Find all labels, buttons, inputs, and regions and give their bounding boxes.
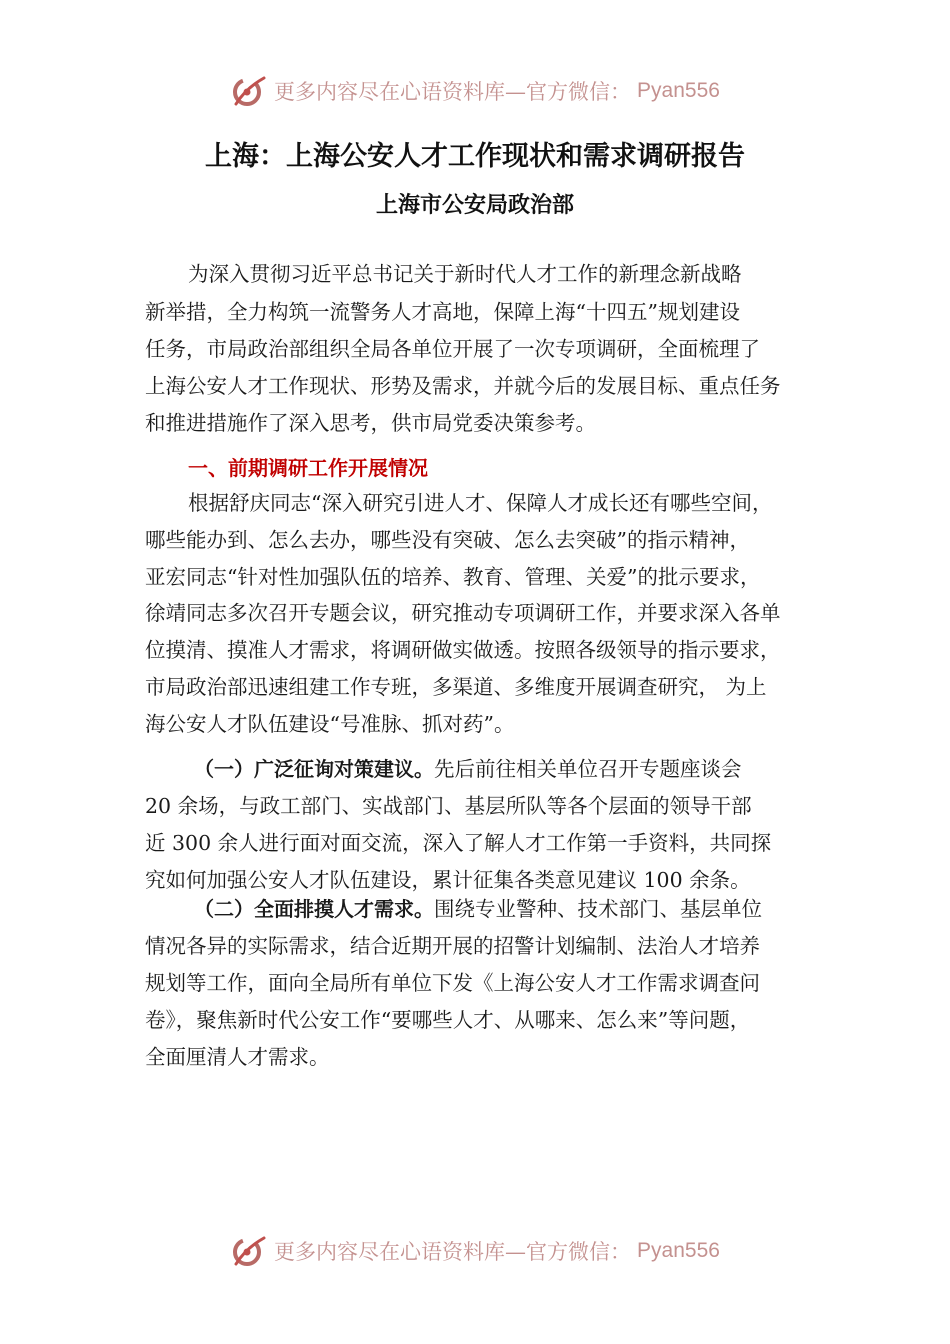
item-first-line (194, 755, 742, 783)
intro-line: 和推进措施作了深入思考，供市局党委决策参考。 (145, 411, 596, 435)
section-line: 亚宏同志“针对性加强队伍的培养、教育、管理、关爱”的批示要求， (145, 565, 761, 589)
banner-text: 更多内容尽在心语资料库—官方微信： (274, 1240, 632, 1264)
section-line: 位摸清、摸准人才需求，将调研做实做透。按照各级领导的指示要求， (145, 638, 781, 662)
section-line: 市局政治部迅速组建工作专班，多渠道、多维度开展调查研究， 为上 (145, 675, 767, 699)
document-title: 上海：上海公安人才工作现状和需求调研报告 (205, 141, 745, 172)
item-lead: （一）广泛征询对策建议。 (194, 757, 434, 781)
item-line: 情况各异的实际需求，结合近期开展的招警计划编制、法治人才培养 (145, 934, 760, 958)
section-line: 徐靖同志多次召开专题会议，研究推动专项调研工作，并要求深入各单 (145, 601, 781, 625)
ink-brush-logo-icon (230, 74, 268, 108)
intro-line: 新举措，全力构筑一流警务人才高地，保障上海“十四五”规划建设 (145, 300, 740, 324)
section-line: 海公安人才队伍建设“号准脉、抓对药”。 (145, 712, 515, 736)
banner-wechat-id: Pyan556 (637, 1239, 720, 1262)
item-text: 先后前往相关单位召开专题座谈会 (434, 757, 742, 781)
item-line: 卷》，聚焦新时代公安工作“要哪些人才、从哪来、怎么来”等问题， (145, 1008, 751, 1032)
intro-line: 上海公安人才工作现状、形势及需求，并就今后的发展目标、重点任务 (145, 374, 781, 398)
ink-brush-logo-icon (230, 1234, 268, 1268)
item-text: 围绕专业警种、技术部门、基层单位 (434, 897, 762, 921)
header-watermark-banner (0, 74, 950, 108)
section-heading: 一、前期调研工作开展情况 (188, 456, 428, 480)
item-line: 20 余场，与政工部门、实战部门、基层所队等各个层面的领导干部 (145, 794, 752, 818)
section-line: 根据舒庆同志“深入研究引进人才、保障人才成长还有哪些空间， (188, 491, 773, 515)
intro-line: 为深入贯彻习近平总书记关于新时代人才工作的新理念新战略 (188, 262, 742, 286)
section-line: 哪些能办到、怎么去办，哪些没有突破、怎么去突破”的指示精神， (145, 528, 750, 552)
item-line: 近 300 余人进行面对面交流，深入了解人才工作第一手资料，共同探 (145, 831, 772, 855)
banner-text: 更多内容尽在心语资料库—官方微信： (274, 80, 632, 104)
item-line: 规划等工作，面向全局所有单位下发《上海公安人才工作需求调查问 (145, 971, 760, 995)
footer-watermark-banner (0, 1234, 950, 1268)
item-lead: （二）全面排摸人才需求。 (194, 897, 434, 921)
item-first-line (194, 895, 762, 923)
item-line: 全面厘清人才需求。 (145, 1045, 330, 1069)
banner-wechat-id: Pyan556 (637, 79, 720, 102)
item-line: 究如何加强公安人才队伍建设，累计征集各类意见建议 100 余条。 (145, 868, 751, 892)
intro-line: 任务，市局政治部组织全局各单位开展了一次专项调研，全面梳理了 (145, 337, 760, 361)
document-subtitle: 上海市公安局政治部 (375, 193, 574, 218)
